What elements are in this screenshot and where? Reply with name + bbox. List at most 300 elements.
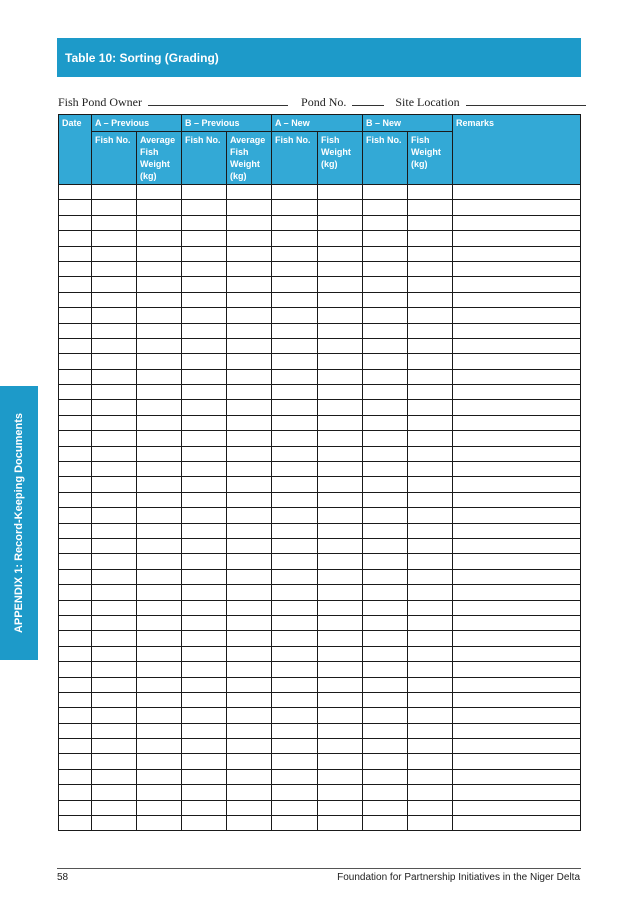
table-cell[interactable] bbox=[272, 677, 318, 692]
table-cell[interactable] bbox=[227, 662, 272, 677]
site-blank[interactable] bbox=[466, 96, 586, 106]
table-cell[interactable] bbox=[59, 462, 92, 477]
table-cell[interactable] bbox=[272, 769, 318, 784]
table-cell[interactable] bbox=[318, 246, 363, 261]
table-cell[interactable] bbox=[137, 800, 182, 815]
table-cell[interactable] bbox=[182, 200, 227, 215]
table-cell[interactable] bbox=[92, 569, 137, 584]
table-cell[interactable] bbox=[227, 215, 272, 230]
table-cell[interactable] bbox=[363, 785, 408, 800]
table-cell[interactable] bbox=[59, 646, 92, 661]
table-cell[interactable] bbox=[272, 708, 318, 723]
table-cell[interactable] bbox=[182, 462, 227, 477]
table-cell[interactable] bbox=[182, 338, 227, 353]
table-cell[interactable] bbox=[137, 554, 182, 569]
table-cell[interactable] bbox=[318, 369, 363, 384]
table-cell[interactable] bbox=[453, 538, 581, 553]
table-cell[interactable] bbox=[59, 585, 92, 600]
table-cell[interactable] bbox=[227, 200, 272, 215]
table-cell[interactable] bbox=[182, 677, 227, 692]
table-cell[interactable] bbox=[137, 631, 182, 646]
table-cell[interactable] bbox=[137, 338, 182, 353]
table-cell[interactable] bbox=[182, 631, 227, 646]
table-cell[interactable] bbox=[182, 415, 227, 430]
table-cell[interactable] bbox=[92, 446, 137, 461]
table-cell[interactable] bbox=[92, 754, 137, 769]
table-cell[interactable] bbox=[453, 323, 581, 338]
table-cell[interactable] bbox=[59, 692, 92, 707]
table-cell[interactable] bbox=[363, 631, 408, 646]
table-cell[interactable] bbox=[453, 569, 581, 584]
table-cell[interactable] bbox=[92, 308, 137, 323]
table-cell[interactable] bbox=[453, 662, 581, 677]
table-cell[interactable] bbox=[92, 677, 137, 692]
table-cell[interactable] bbox=[137, 292, 182, 307]
table-cell[interactable] bbox=[453, 692, 581, 707]
table-cell[interactable] bbox=[92, 277, 137, 292]
table-cell[interactable] bbox=[318, 538, 363, 553]
table-cell[interactable] bbox=[318, 492, 363, 507]
table-cell[interactable] bbox=[408, 431, 453, 446]
table-cell[interactable] bbox=[227, 538, 272, 553]
table-cell[interactable] bbox=[272, 385, 318, 400]
table-cell[interactable] bbox=[272, 600, 318, 615]
table-cell[interactable] bbox=[227, 569, 272, 584]
table-cell[interactable] bbox=[318, 754, 363, 769]
table-cell[interactable] bbox=[408, 585, 453, 600]
table-cell[interactable] bbox=[453, 769, 581, 784]
table-cell[interactable] bbox=[363, 323, 408, 338]
table-cell[interactable] bbox=[59, 185, 92, 200]
table-cell[interactable] bbox=[318, 769, 363, 784]
table-cell[interactable] bbox=[137, 492, 182, 507]
table-cell[interactable] bbox=[92, 477, 137, 492]
table-cell[interactable] bbox=[363, 477, 408, 492]
table-cell[interactable] bbox=[59, 354, 92, 369]
table-cell[interactable] bbox=[137, 369, 182, 384]
table-cell[interactable] bbox=[408, 292, 453, 307]
table-cell[interactable] bbox=[92, 338, 137, 353]
table-cell[interactable] bbox=[363, 662, 408, 677]
table-cell[interactable] bbox=[272, 785, 318, 800]
table-cell[interactable] bbox=[318, 185, 363, 200]
table-cell[interactable] bbox=[137, 400, 182, 415]
table-cell[interactable] bbox=[92, 523, 137, 538]
table-cell[interactable] bbox=[318, 585, 363, 600]
table-cell[interactable] bbox=[227, 646, 272, 661]
table-cell[interactable] bbox=[453, 185, 581, 200]
table-cell[interactable] bbox=[318, 354, 363, 369]
table-cell[interactable] bbox=[92, 631, 137, 646]
table-cell[interactable] bbox=[363, 739, 408, 754]
table-cell[interactable] bbox=[408, 800, 453, 815]
table-cell[interactable] bbox=[453, 400, 581, 415]
table-cell[interactable] bbox=[453, 292, 581, 307]
table-cell[interactable] bbox=[182, 215, 227, 230]
table-cell[interactable] bbox=[137, 231, 182, 246]
table-cell[interactable] bbox=[59, 385, 92, 400]
table-cell[interactable] bbox=[182, 477, 227, 492]
table-cell[interactable] bbox=[92, 739, 137, 754]
table-cell[interactable] bbox=[453, 446, 581, 461]
table-cell[interactable] bbox=[408, 723, 453, 738]
table-cell[interactable] bbox=[363, 431, 408, 446]
table-cell[interactable] bbox=[182, 739, 227, 754]
table-cell[interactable] bbox=[182, 646, 227, 661]
table-cell[interactable] bbox=[227, 492, 272, 507]
table-cell[interactable] bbox=[363, 754, 408, 769]
table-cell[interactable] bbox=[92, 708, 137, 723]
table-cell[interactable] bbox=[318, 323, 363, 338]
table-cell[interactable] bbox=[182, 231, 227, 246]
table-cell[interactable] bbox=[92, 215, 137, 230]
table-cell[interactable] bbox=[408, 277, 453, 292]
table-cell[interactable] bbox=[137, 708, 182, 723]
table-cell[interactable] bbox=[182, 816, 227, 831]
table-cell[interactable] bbox=[363, 554, 408, 569]
table-cell[interactable] bbox=[272, 692, 318, 707]
table-cell[interactable] bbox=[272, 477, 318, 492]
table-cell[interactable] bbox=[59, 662, 92, 677]
table-cell[interactable] bbox=[59, 800, 92, 815]
table-cell[interactable] bbox=[137, 246, 182, 261]
table-cell[interactable] bbox=[318, 692, 363, 707]
table-cell[interactable] bbox=[137, 585, 182, 600]
table-cell[interactable] bbox=[182, 723, 227, 738]
table-cell[interactable] bbox=[227, 692, 272, 707]
table-cell[interactable] bbox=[408, 677, 453, 692]
table-cell[interactable] bbox=[92, 462, 137, 477]
table-cell[interactable] bbox=[318, 569, 363, 584]
table-cell[interactable] bbox=[272, 338, 318, 353]
table-cell[interactable] bbox=[363, 292, 408, 307]
table-cell[interactable] bbox=[408, 446, 453, 461]
table-cell[interactable] bbox=[408, 739, 453, 754]
table-cell[interactable] bbox=[408, 769, 453, 784]
owner-blank[interactable] bbox=[148, 96, 288, 106]
table-cell[interactable] bbox=[408, 785, 453, 800]
table-cell[interactable] bbox=[453, 261, 581, 276]
table-cell[interactable] bbox=[318, 646, 363, 661]
table-cell[interactable] bbox=[408, 400, 453, 415]
table-cell[interactable] bbox=[227, 785, 272, 800]
table-cell[interactable] bbox=[137, 323, 182, 338]
table-cell[interactable] bbox=[408, 708, 453, 723]
table-cell[interactable] bbox=[227, 585, 272, 600]
table-cell[interactable] bbox=[363, 816, 408, 831]
table-cell[interactable] bbox=[272, 246, 318, 261]
table-cell[interactable] bbox=[137, 615, 182, 630]
table-cell[interactable] bbox=[318, 200, 363, 215]
table-cell[interactable] bbox=[453, 308, 581, 323]
table-cell[interactable] bbox=[363, 492, 408, 507]
table-cell[interactable] bbox=[59, 231, 92, 246]
table-cell[interactable] bbox=[318, 723, 363, 738]
table-cell[interactable] bbox=[363, 646, 408, 661]
table-cell[interactable] bbox=[59, 246, 92, 261]
table-cell[interactable] bbox=[227, 769, 272, 784]
table-cell[interactable] bbox=[182, 508, 227, 523]
table-cell[interactable] bbox=[137, 462, 182, 477]
table-cell[interactable] bbox=[227, 677, 272, 692]
table-cell[interactable] bbox=[363, 385, 408, 400]
table-cell[interactable] bbox=[272, 308, 318, 323]
table-cell[interactable] bbox=[272, 615, 318, 630]
table-cell[interactable] bbox=[137, 415, 182, 430]
table-cell[interactable] bbox=[227, 246, 272, 261]
table-cell[interactable] bbox=[92, 800, 137, 815]
table-cell[interactable] bbox=[318, 662, 363, 677]
table-cell[interactable] bbox=[227, 338, 272, 353]
table-cell[interactable] bbox=[59, 338, 92, 353]
table-cell[interactable] bbox=[318, 292, 363, 307]
table-cell[interactable] bbox=[318, 277, 363, 292]
table-cell[interactable] bbox=[363, 538, 408, 553]
table-cell[interactable] bbox=[182, 369, 227, 384]
table-cell[interactable] bbox=[363, 246, 408, 261]
table-cell[interactable] bbox=[59, 677, 92, 692]
table-cell[interactable] bbox=[453, 508, 581, 523]
table-cell[interactable] bbox=[363, 462, 408, 477]
table-cell[interactable] bbox=[92, 662, 137, 677]
table-cell[interactable] bbox=[453, 492, 581, 507]
table-cell[interactable] bbox=[59, 769, 92, 784]
table-cell[interactable] bbox=[227, 292, 272, 307]
table-cell[interactable] bbox=[408, 462, 453, 477]
table-cell[interactable] bbox=[59, 816, 92, 831]
table-cell[interactable] bbox=[137, 185, 182, 200]
table-cell[interactable] bbox=[408, 600, 453, 615]
table-cell[interactable] bbox=[59, 477, 92, 492]
table-cell[interactable] bbox=[92, 723, 137, 738]
table-cell[interactable] bbox=[59, 631, 92, 646]
table-cell[interactable] bbox=[137, 600, 182, 615]
table-cell[interactable] bbox=[59, 308, 92, 323]
table-cell[interactable] bbox=[453, 600, 581, 615]
table-cell[interactable] bbox=[92, 246, 137, 261]
table-cell[interactable] bbox=[363, 231, 408, 246]
table-cell[interactable] bbox=[408, 508, 453, 523]
table-cell[interactable] bbox=[227, 462, 272, 477]
table-cell[interactable] bbox=[182, 431, 227, 446]
table-cell[interactable] bbox=[59, 785, 92, 800]
table-cell[interactable] bbox=[318, 708, 363, 723]
table-cell[interactable] bbox=[227, 415, 272, 430]
table-cell[interactable] bbox=[272, 816, 318, 831]
table-cell[interactable] bbox=[272, 554, 318, 569]
table-cell[interactable] bbox=[363, 600, 408, 615]
table-cell[interactable] bbox=[272, 323, 318, 338]
table-cell[interactable] bbox=[318, 800, 363, 815]
table-cell[interactable] bbox=[227, 385, 272, 400]
table-cell[interactable] bbox=[408, 231, 453, 246]
table-cell[interactable] bbox=[453, 677, 581, 692]
table-cell[interactable] bbox=[363, 200, 408, 215]
table-cell[interactable] bbox=[92, 538, 137, 553]
table-cell[interactable] bbox=[137, 431, 182, 446]
table-cell[interactable] bbox=[92, 354, 137, 369]
table-cell[interactable] bbox=[318, 231, 363, 246]
table-cell[interactable] bbox=[137, 754, 182, 769]
table-cell[interactable] bbox=[453, 585, 581, 600]
table-cell[interactable] bbox=[137, 261, 182, 276]
table-cell[interactable] bbox=[227, 631, 272, 646]
table-cell[interactable] bbox=[227, 723, 272, 738]
table-cell[interactable] bbox=[182, 585, 227, 600]
table-cell[interactable] bbox=[272, 400, 318, 415]
table-cell[interactable] bbox=[227, 708, 272, 723]
table-cell[interactable] bbox=[137, 723, 182, 738]
table-cell[interactable] bbox=[182, 523, 227, 538]
table-cell[interactable] bbox=[137, 385, 182, 400]
table-cell[interactable] bbox=[408, 554, 453, 569]
table-cell[interactable] bbox=[318, 261, 363, 276]
table-cell[interactable] bbox=[92, 200, 137, 215]
table-cell[interactable] bbox=[92, 585, 137, 600]
table-cell[interactable] bbox=[227, 446, 272, 461]
table-cell[interactable] bbox=[363, 677, 408, 692]
table-cell[interactable] bbox=[318, 400, 363, 415]
table-cell[interactable] bbox=[318, 600, 363, 615]
table-cell[interactable] bbox=[453, 523, 581, 538]
table-cell[interactable] bbox=[182, 185, 227, 200]
table-cell[interactable] bbox=[59, 277, 92, 292]
table-cell[interactable] bbox=[227, 431, 272, 446]
table-cell[interactable] bbox=[137, 569, 182, 584]
table-cell[interactable] bbox=[272, 446, 318, 461]
table-cell[interactable] bbox=[363, 569, 408, 584]
table-cell[interactable] bbox=[408, 354, 453, 369]
table-cell[interactable] bbox=[59, 508, 92, 523]
table-cell[interactable] bbox=[318, 308, 363, 323]
table-cell[interactable] bbox=[272, 569, 318, 584]
table-cell[interactable] bbox=[227, 477, 272, 492]
table-cell[interactable] bbox=[363, 308, 408, 323]
table-cell[interactable] bbox=[408, 492, 453, 507]
table-cell[interactable] bbox=[318, 477, 363, 492]
table-cell[interactable] bbox=[59, 215, 92, 230]
table-cell[interactable] bbox=[272, 231, 318, 246]
table-cell[interactable] bbox=[408, 569, 453, 584]
table-cell[interactable] bbox=[182, 769, 227, 784]
table-cell[interactable] bbox=[137, 446, 182, 461]
table-cell[interactable] bbox=[137, 769, 182, 784]
table-cell[interactable] bbox=[92, 385, 137, 400]
table-cell[interactable] bbox=[182, 323, 227, 338]
table-cell[interactable] bbox=[453, 215, 581, 230]
table-cell[interactable] bbox=[182, 615, 227, 630]
table-cell[interactable] bbox=[137, 277, 182, 292]
table-cell[interactable] bbox=[453, 816, 581, 831]
table-cell[interactable] bbox=[182, 277, 227, 292]
table-cell[interactable] bbox=[272, 261, 318, 276]
table-cell[interactable] bbox=[318, 615, 363, 630]
table-cell[interactable] bbox=[137, 200, 182, 215]
table-cell[interactable] bbox=[408, 692, 453, 707]
table-cell[interactable] bbox=[227, 308, 272, 323]
table-cell[interactable] bbox=[453, 415, 581, 430]
table-cell[interactable] bbox=[408, 185, 453, 200]
table-cell[interactable] bbox=[408, 415, 453, 430]
table-cell[interactable] bbox=[182, 538, 227, 553]
table-cell[interactable] bbox=[363, 523, 408, 538]
table-cell[interactable] bbox=[272, 631, 318, 646]
table-cell[interactable] bbox=[227, 600, 272, 615]
table-cell[interactable] bbox=[59, 292, 92, 307]
table-cell[interactable] bbox=[182, 354, 227, 369]
table-cell[interactable] bbox=[453, 631, 581, 646]
table-cell[interactable] bbox=[92, 261, 137, 276]
table-cell[interactable] bbox=[137, 739, 182, 754]
table-cell[interactable] bbox=[318, 338, 363, 353]
table-cell[interactable] bbox=[318, 385, 363, 400]
table-cell[interactable] bbox=[363, 415, 408, 430]
table-cell[interactable] bbox=[92, 692, 137, 707]
table-cell[interactable] bbox=[408, 308, 453, 323]
table-cell[interactable] bbox=[59, 523, 92, 538]
table-cell[interactable] bbox=[92, 323, 137, 338]
table-cell[interactable] bbox=[408, 523, 453, 538]
table-cell[interactable] bbox=[137, 662, 182, 677]
table-cell[interactable] bbox=[227, 261, 272, 276]
table-cell[interactable] bbox=[363, 615, 408, 630]
table-cell[interactable] bbox=[453, 477, 581, 492]
table-cell[interactable] bbox=[227, 185, 272, 200]
table-cell[interactable] bbox=[272, 662, 318, 677]
table-cell[interactable] bbox=[92, 369, 137, 384]
table-cell[interactable] bbox=[59, 369, 92, 384]
table-cell[interactable] bbox=[182, 385, 227, 400]
table-cell[interactable] bbox=[408, 615, 453, 630]
table-cell[interactable] bbox=[59, 261, 92, 276]
table-cell[interactable] bbox=[363, 585, 408, 600]
table-cell[interactable] bbox=[408, 215, 453, 230]
table-cell[interactable] bbox=[272, 415, 318, 430]
table-cell[interactable] bbox=[363, 338, 408, 353]
table-cell[interactable] bbox=[363, 215, 408, 230]
table-cell[interactable] bbox=[59, 615, 92, 630]
table-cell[interactable] bbox=[59, 323, 92, 338]
table-cell[interactable] bbox=[59, 723, 92, 738]
table-cell[interactable] bbox=[182, 600, 227, 615]
table-cell[interactable] bbox=[182, 662, 227, 677]
table-cell[interactable] bbox=[272, 646, 318, 661]
table-cell[interactable] bbox=[92, 785, 137, 800]
table-cell[interactable] bbox=[272, 462, 318, 477]
table-cell[interactable] bbox=[453, 338, 581, 353]
table-cell[interactable] bbox=[182, 692, 227, 707]
table-cell[interactable] bbox=[318, 462, 363, 477]
table-cell[interactable] bbox=[92, 492, 137, 507]
table-cell[interactable] bbox=[318, 508, 363, 523]
table-cell[interactable] bbox=[453, 615, 581, 630]
table-cell[interactable] bbox=[227, 354, 272, 369]
table-cell[interactable] bbox=[137, 508, 182, 523]
table-cell[interactable] bbox=[363, 708, 408, 723]
table-cell[interactable] bbox=[272, 492, 318, 507]
table-cell[interactable] bbox=[318, 631, 363, 646]
table-cell[interactable] bbox=[272, 739, 318, 754]
table-cell[interactable] bbox=[272, 431, 318, 446]
table-cell[interactable] bbox=[137, 308, 182, 323]
table-cell[interactable] bbox=[272, 508, 318, 523]
table-cell[interactable] bbox=[408, 477, 453, 492]
table-cell[interactable] bbox=[363, 769, 408, 784]
table-cell[interactable] bbox=[59, 415, 92, 430]
table-cell[interactable] bbox=[453, 246, 581, 261]
table-cell[interactable] bbox=[227, 816, 272, 831]
table-cell[interactable] bbox=[318, 785, 363, 800]
